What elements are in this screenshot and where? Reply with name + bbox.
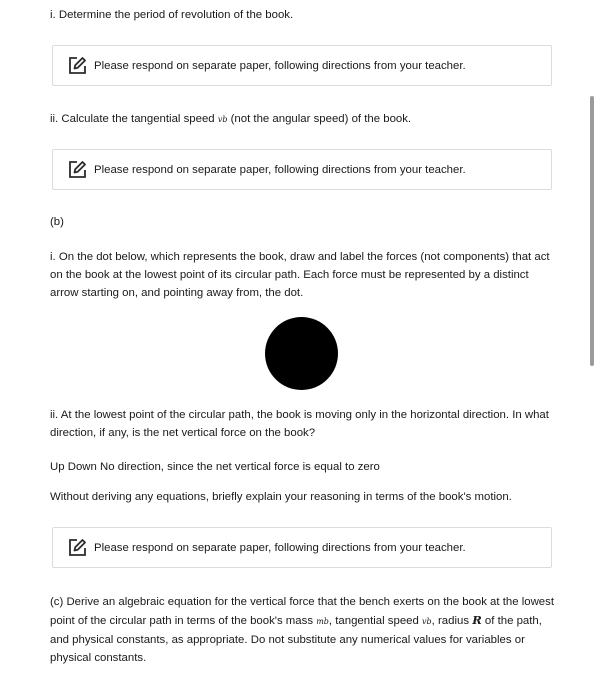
- question-text: (not the angular speed) of the book.: [227, 113, 412, 125]
- answer-choices[interactable]: Up Down No direction, since the net vertical force is equal to zero: [50, 461, 380, 473]
- response-placeholder: Please respond on separate paper, following directions from your teacher.: [94, 541, 466, 554]
- response-placeholder: Please respond on separate paper, following directions from your teacher.: [94, 163, 466, 176]
- var-vb: vb: [422, 617, 432, 626]
- question-tangential-speed: [50, 110, 560, 129]
- var-mb: mb: [316, 617, 329, 626]
- var-R: R: [472, 613, 482, 627]
- var-vb: vb: [217, 115, 228, 124]
- book-dot[interactable]: [265, 317, 338, 390]
- scrollbar-thumb[interactable]: [590, 96, 594, 366]
- question-text: , radius: [431, 615, 473, 627]
- response-box-explain[interactable]: [52, 527, 552, 568]
- explain-prompt: Without deriving any equations, briefly explain your reasoning in terms of the book's motion.: [50, 491, 512, 503]
- question-text: (c) Derive an algebraic equation for the vertical force that the bench exerts on the book at the lowest point of the circular path in terms of the book's mass: [50, 596, 555, 627]
- edit-icon: [68, 160, 87, 179]
- response-box-speed[interactable]: [52, 149, 552, 190]
- question-text: ii. Calculate the tangential speed: [50, 113, 218, 125]
- question-text: of the path, and physical constants, as appropriate. Do not substitute any numerical values for variables or physical constants.: [50, 615, 542, 664]
- question-draw-forces: i. On the dot below, which represents the book, draw and label the forces (not components) that act on the book at the lowest point of its circular path. Each force must be represented by a distinct arrow starting on, and pointing away from, the dot.: [50, 251, 550, 299]
- response-placeholder: Please respond on separate paper, following directions from your teacher.: [94, 59, 466, 72]
- question-text: , tangential speed: [328, 615, 423, 627]
- response-box-period[interactable]: [52, 45, 552, 86]
- question-period: i. Determine the period of revolution of the book.: [50, 9, 294, 21]
- part-b-label: (b): [50, 216, 64, 228]
- question-part-c: [50, 593, 560, 667]
- question-net-force-direction: ii. At the lowest point of the circular path, the book is moving only in the horizontal direction. In what direction, if any, is the net vertical force on the book?: [50, 409, 549, 439]
- edit-icon: [68, 538, 87, 557]
- edit-icon: [68, 56, 87, 75]
